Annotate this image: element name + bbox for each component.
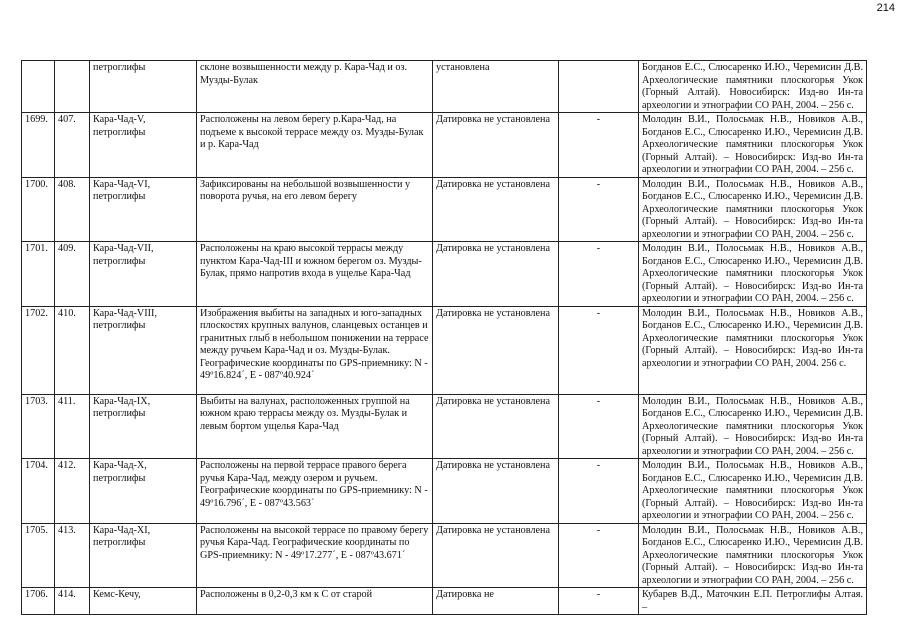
cell-dating: Датировка не установлена	[433, 523, 559, 588]
cell-description: Расположены в 0,2-0,3 км к С от старой	[197, 588, 433, 615]
cell-number: 1702.	[22, 306, 55, 394]
cell-subnumber: 408.	[55, 177, 90, 242]
cell-dash: -	[559, 306, 639, 394]
cell-description: Расположены на высокой террасе по правому берегу ручья Кара-Чад. Географические координаты по GPS-приемнику: N - 49º17.277´, E - 087º43.671´	[197, 523, 433, 588]
cell-description: Расположены на первой террасе правого берега ручья Кара-Чад, между озером и ручьем. Географические координаты по GPS-приемнику: N - 49º16.796´, E - 087º43.563´	[197, 459, 433, 524]
cell-dash: -	[559, 177, 639, 242]
cell-description: Выбиты на валунах, расположенных группой на южном краю террасы между оз. Музды-Булак и левым бортом ущелья Кара-Чад	[197, 394, 433, 459]
cell-number: 1700.	[22, 177, 55, 242]
cell-subnumber: 414.	[55, 588, 90, 615]
cell-source: Богданов Е.С., Слюсаренко И.Ю., Черемисин Д.В. Археологические памятники плоскогорья Укок (Горный Алтай). Новосибирск: Изд-во Ин-та археологии и этнографии СО РАН, 2004. – 256 с.	[639, 61, 867, 113]
cell-description: Зафиксированы на небольшой возвышенности у поворота ручья, на его левом берегу	[197, 177, 433, 242]
cell-dating: Датировка не установлена	[433, 306, 559, 394]
cell-name: Кара-Чад-X, петроглифы	[90, 459, 197, 524]
cell-source: Молодин В.И., Полосьмак Н.В., Новиков А.В., Богданов Е.С., Слюсаренко И.Ю., Черемисин Д.В. Археологические памятники плоскогорья Укок (Горный Алтай). – Новосибирск: Изд-во Ин-та археологии и этнографии СО РАН, 2004. – 256 с.	[639, 523, 867, 588]
cell-source: Молодин В.И., Полосьмак Н.В., Новиков А.В., Богданов Е.С., Слюсаренко И.Ю., Черемисин Д.В. Археологические памятники плоскогорья Укок (Горный Алтай). – Новосибирск: Изд-во Ин-та археологии и этнографии СО РАН, 2004. – 256 с.	[639, 459, 867, 524]
table-row	[22, 588, 867, 615]
cell-dash: -	[559, 113, 639, 178]
table-row	[22, 459, 867, 524]
table-row	[22, 394, 867, 459]
cell-dash: -	[559, 394, 639, 459]
cell-description: Расположены на левом берегу р.Кара-Чад, на подъеме к высокой террасе между оз. Музды-Булак и р. Кара-Чад	[197, 113, 433, 178]
cell-name: петроглифы	[90, 61, 197, 113]
cell-source: Молодин В.И., Полосьмак Н.В., Новиков А.В., Богданов Е.С., Слюсаренко И.Ю., Черемисин Д.В. Археологические памятники плоскогорья Укок (Горный Алтай). – Новосибирск: Изд-во Ин-та археологии и этнографии СО РАН, 2004. – 256 с.	[639, 394, 867, 459]
table-row	[22, 113, 867, 178]
cell-name: Кара-Чад-IX, петроглифы	[90, 394, 197, 459]
cell-dating: Датировка не	[433, 588, 559, 615]
cell-dating: Датировка не установлена	[433, 394, 559, 459]
cell-number: 1704.	[22, 459, 55, 524]
cell-name: Кемс-Кечу,	[90, 588, 197, 615]
cell-name: Кара-Чад-VIII, петроглифы	[90, 306, 197, 394]
cell-dash: -	[559, 588, 639, 615]
cell-number: 1706.	[22, 588, 55, 615]
cell-subnumber: 412.	[55, 459, 90, 524]
cell-source: Молодин В.И., Полосьмак Н.В., Новиков А.В., Богданов Е.С., Слюсаренко И.Ю., Черемисин Д.В. Археологические памятники плоскогорья Укок (Горный Алтай). – Новосибирск: Изд-во Ин-та археологии и этнографии СО РАН, 2004. – 256 с.	[639, 242, 867, 307]
cell-dating: Датировка не установлена	[433, 459, 559, 524]
cell-description: Изображения выбиты на западных и юго-западных плоскостях крупных валунов, сланцевых останцев и гранитных глыб в небольшом понижении на террасе между ручьем Кара-Чад и оз. Музды-Булак. Географические координаты по GPS-приемнику: N - 49º16.824´, E - 087º40.924´	[197, 306, 433, 394]
cell-dating: Датировка не установлена	[433, 177, 559, 242]
cell-dash	[559, 61, 639, 113]
cell-number: 1705.	[22, 523, 55, 588]
table-row	[22, 242, 867, 307]
cell-number: 1701.	[22, 242, 55, 307]
cell-description: Расположены на краю высокой террасы между пунктом Кара-Чад-III и южном берегом оз. Музды-Булак, прямо напротив входа в ущелье Кара-Чад	[197, 242, 433, 307]
cell-dash: -	[559, 242, 639, 307]
cell-subnumber: 407.	[55, 113, 90, 178]
table-row	[22, 523, 867, 588]
cell-dating: Датировка не установлена	[433, 242, 559, 307]
page-number: 214	[876, 2, 895, 14]
cell-subnumber: 410.	[55, 306, 90, 394]
cell-dash: -	[559, 523, 639, 588]
monuments-table	[21, 60, 867, 615]
table-row	[22, 177, 867, 242]
table-body	[22, 61, 867, 615]
cell-dating: Датировка не установлена	[433, 113, 559, 178]
cell-name: Кара-Чад-VII, петроглифы	[90, 242, 197, 307]
cell-source: Молодин В.И., Полосьмак Н.В., Новиков А.В., Богданов Е.С., Слюсаренко И.Ю., Черемисин Д.В. Археологические памятники плоскогорья Укок (Горный Алтай). – Новосибирск: Изд-во Ин-та археологии и этнографии СО РАН, 2004. 256 с.	[639, 306, 867, 394]
cell-number: 1703.	[22, 394, 55, 459]
cell-source: Кубарев В.Д., Маточкин Е.П. Петроглифы Алтая. –	[639, 588, 867, 615]
cell-source: Молодин В.И., Полосьмак Н.В., Новиков А.В., Богданов Е.С., Слюсаренко И.Ю., Черемисин Д.В. Археологические памятники плоскогорья Укок (Горный Алтай). – Новосибирск: Изд-во Ин-та археологии и этнографии СО РАН, 2004. – 256 с.	[639, 113, 867, 178]
table-row	[22, 61, 867, 113]
cell-subnumber: 411.	[55, 394, 90, 459]
cell-subnumber	[55, 61, 90, 113]
cell-number	[22, 61, 55, 113]
cell-subnumber: 409.	[55, 242, 90, 307]
cell-name: Кара-Чад-VI, петроглифы	[90, 177, 197, 242]
cell-dating: установлена	[433, 61, 559, 113]
cell-source: Молодин В.И., Полосьмак Н.В., Новиков А.В., Богданов Е.С., Слюсаренко И.Ю., Черемисин Д.В. Археологические памятники плоскогорья Укок (Горный Алтай). – Новосибирск: Изд-во Ин-та археологии и этнографии СО РАН, 2004. – 256 с.	[639, 177, 867, 242]
cell-description: склоне возвышенности между р. Кара-Чад и оз. Музды-Булак	[197, 61, 433, 113]
cell-name: Кара-Чад-XI, петроглифы	[90, 523, 197, 588]
cell-subnumber: 413.	[55, 523, 90, 588]
table-row	[22, 306, 867, 394]
cell-number: 1699.	[22, 113, 55, 178]
cell-dash: -	[559, 459, 639, 524]
cell-name: Кара-Чад-V, петроглифы	[90, 113, 197, 178]
